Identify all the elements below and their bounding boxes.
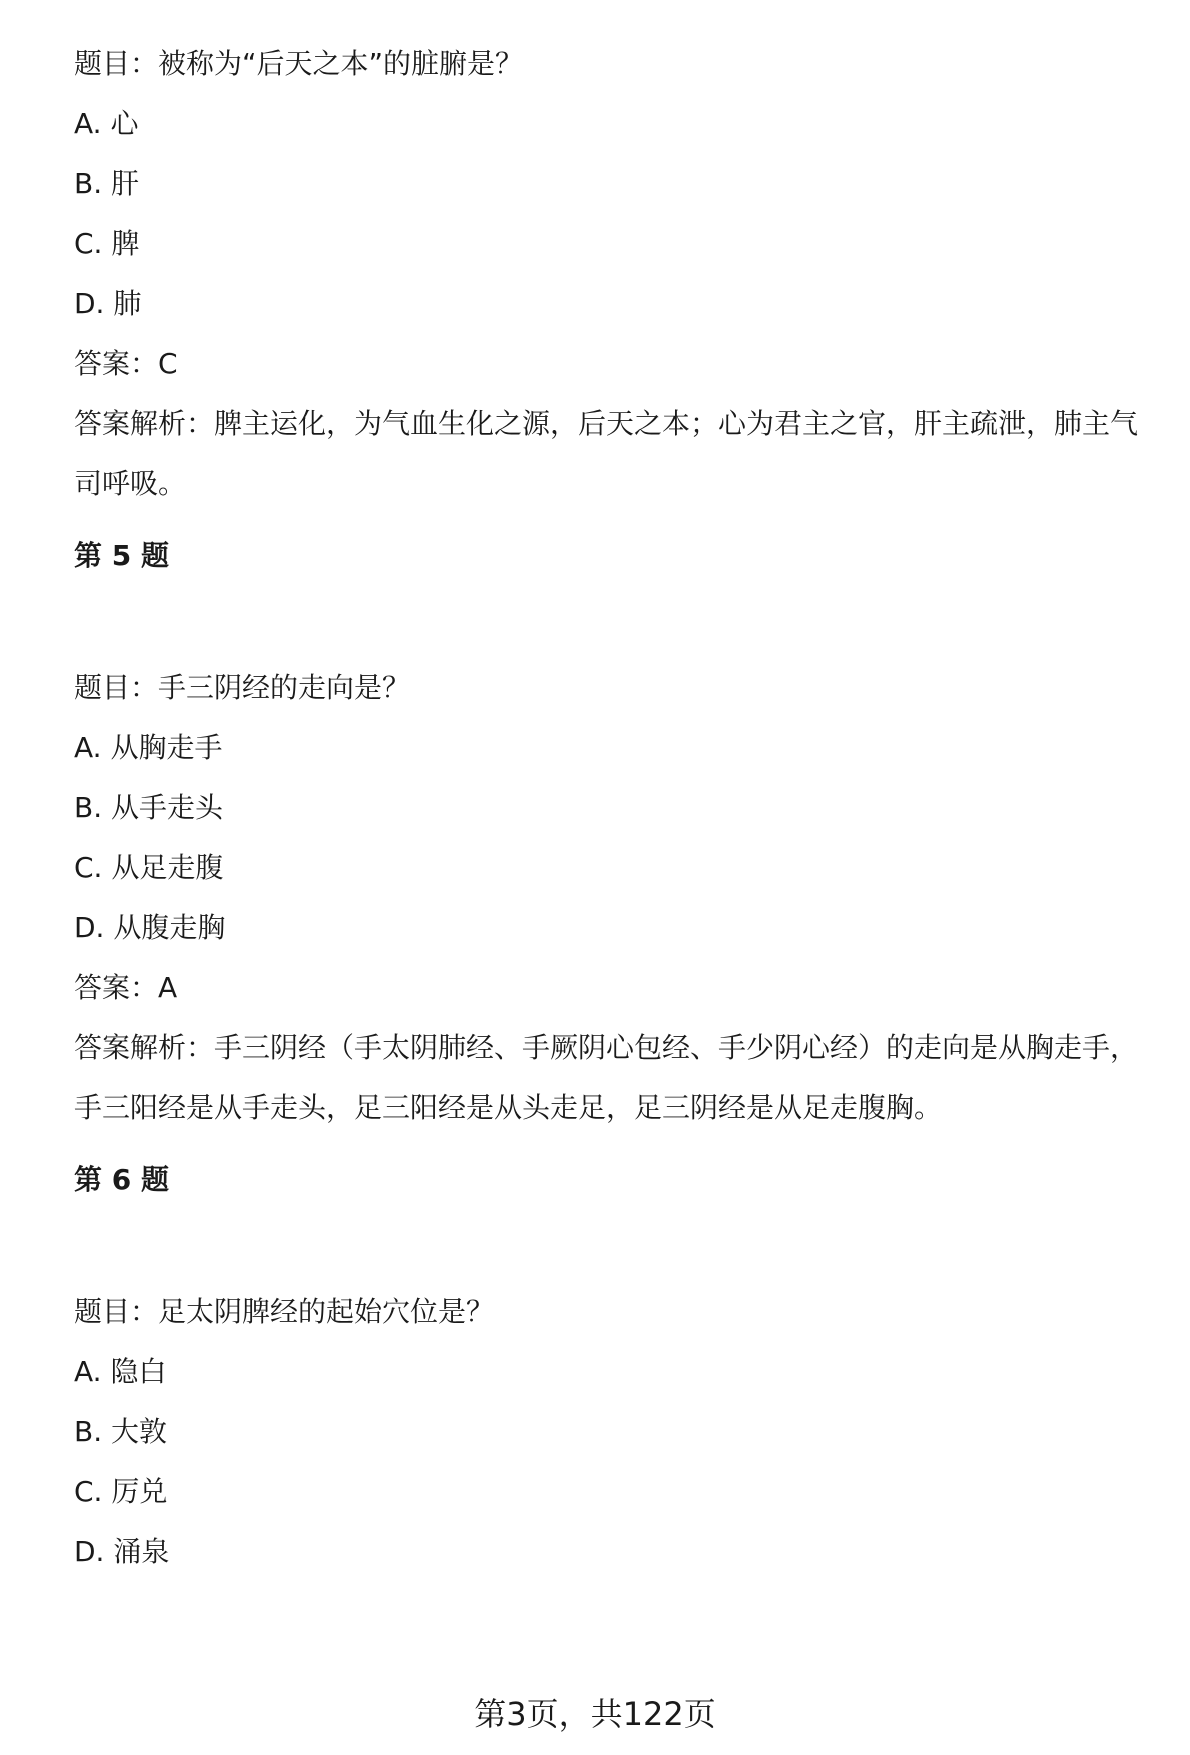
question-5-option-a: A. 从胸走手 — [74, 731, 223, 764]
question-4-answer: 答案：C — [74, 347, 178, 380]
question-5-answer: 答案：A — [74, 971, 178, 1004]
question-6-option-a: A. 隐白 — [74, 1355, 167, 1388]
question-5-explanation: 答案解析：手三阴经（手太阴肺经、手厥阴心包经、手少阴心经）的走向是从胸走手，手三阳经是从手走头，足三阳经是从头走足，足三阴经是从足走腹胸。 — [74, 1031, 1139, 1124]
question-4-option-b: B. 肝 — [74, 167, 140, 200]
page-content — [74, 42, 1164, 1590]
question-6-text: 题目：足太阴脾经的起始穴位是？ — [74, 1295, 495, 1328]
question-6-heading: 第 6 题 — [74, 1163, 169, 1196]
spacer — [74, 578, 1164, 666]
question-6-option-b: B. 大敦 — [74, 1415, 168, 1448]
question-4-option-c: C. 脾 — [74, 227, 140, 260]
question-4-text: 题目：被称为“后天之本”的脏腑是？ — [74, 47, 524, 80]
question-4-option-d: D. 肺 — [74, 287, 142, 320]
spacer — [74, 1202, 1164, 1290]
question-5-text: 题目：手三阴经的走向是？ — [74, 671, 411, 704]
question-5-option-b: B. 从手走头 — [74, 791, 224, 824]
question-5-option-c: C. 从足走腹 — [74, 851, 224, 884]
page-number-footer: 第3页，共122页 — [474, 1695, 716, 1733]
question-6-option-c: C. 厉兑 — [74, 1475, 168, 1508]
question-6-option-d: D. 涌泉 — [74, 1535, 170, 1568]
question-4-option-a: A. 心 — [74, 107, 139, 140]
question-5-heading: 第 5 题 — [74, 539, 169, 572]
question-5-option-d: D. 从腹走胸 — [74, 911, 226, 944]
question-4-explanation: 答案解析：脾主运化，为气血生化之源，后天之本；心为君主之官，肝主疏泄，肺主气司呼吸。 — [74, 407, 1139, 500]
